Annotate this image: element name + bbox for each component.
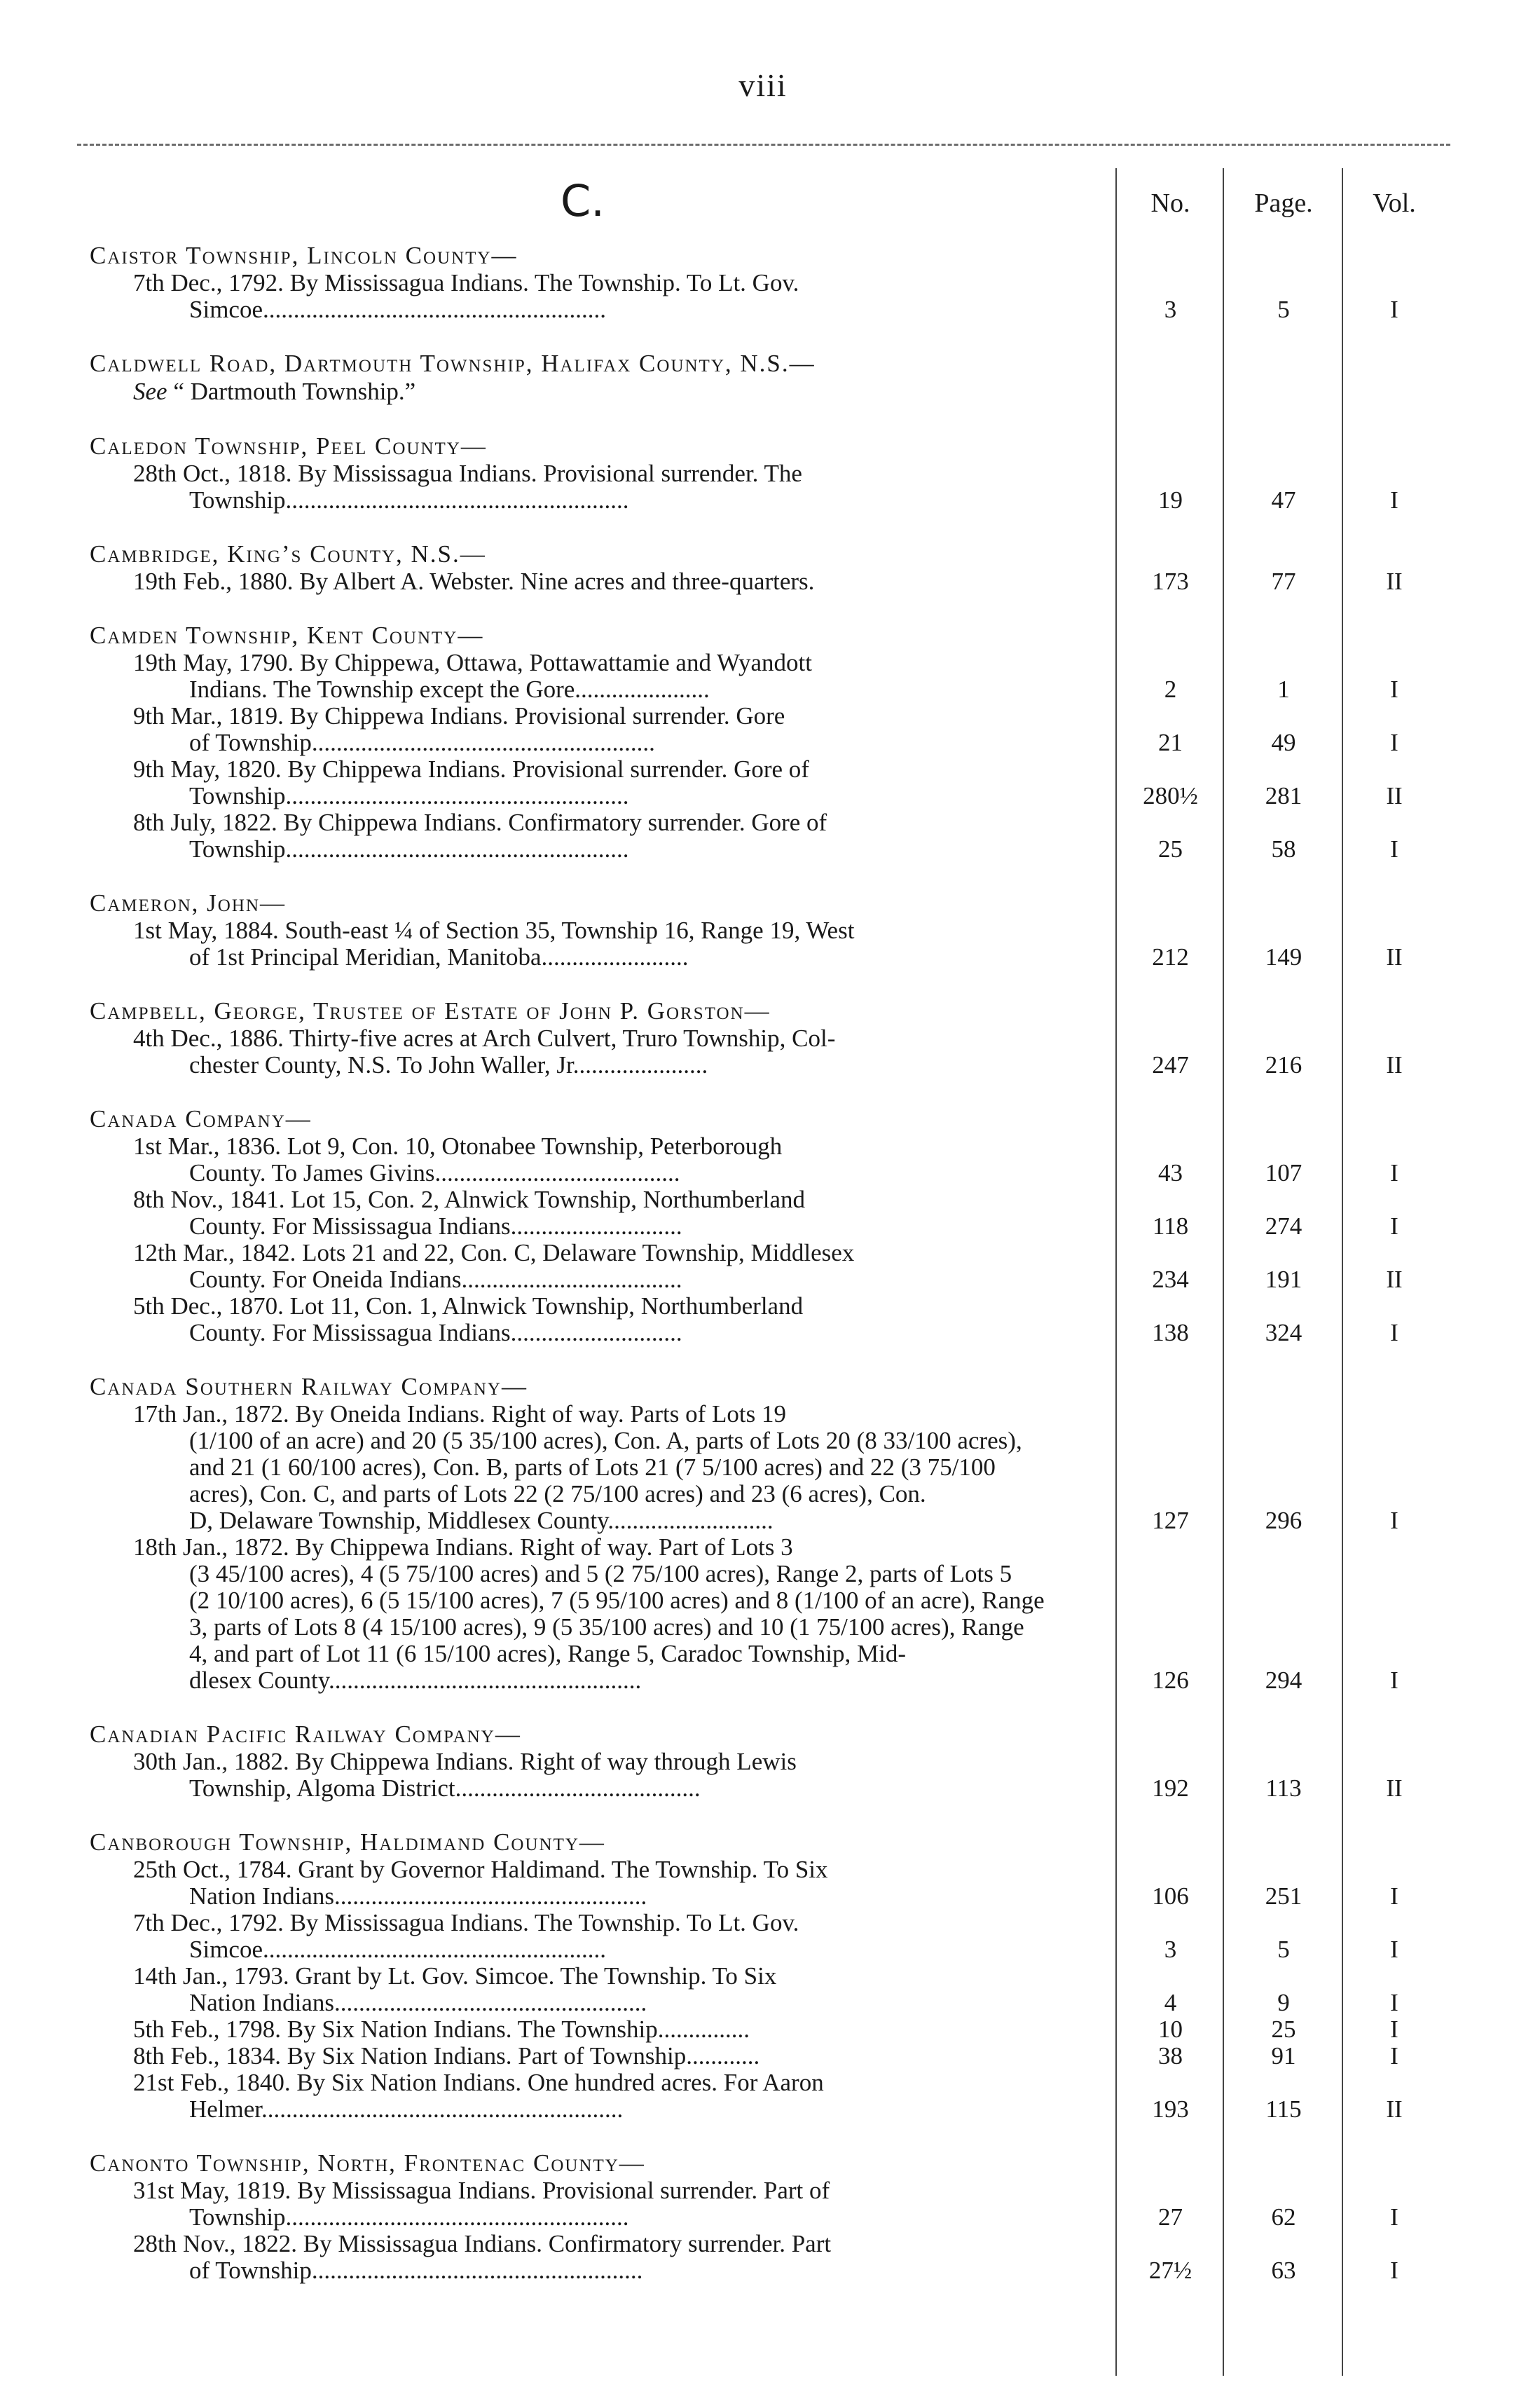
- item-line-first: 4th Dec., 1886. Thirty-five acres at Arch Culvert, Truro Township, Col-: [133, 1025, 836, 1052]
- item-line-continued: and 21 (1 60/100 acres), Con. B, parts of Lots 21 (7 5/100 acres) and 22 (3 75/100: [189, 1453, 996, 1481]
- item-line-first: 25th Oct., 1784. Grant by Governor Haldimand. The Township. To Six: [133, 1856, 828, 1883]
- item-references: [0, 730, 1526, 756]
- ref-volume: II: [1386, 1051, 1403, 1079]
- item-references: [0, 2043, 1526, 2070]
- ref-number: 2: [1164, 676, 1177, 703]
- entry-item: [0, 568, 1526, 595]
- index-entry: [0, 2149, 1526, 2284]
- ref-number: 19: [1158, 486, 1183, 514]
- item-line-first: 5th Dec., 1870. Lot 11, Con. 1, Alnwick Township, Northumberland: [133, 1292, 804, 1320]
- entry-heading: Canada Southern Railway Company—: [90, 1373, 528, 1400]
- entry-item: [0, 2016, 1526, 2043]
- ref-page: 274: [1265, 1212, 1302, 1240]
- ref-page: 25: [1271, 2016, 1296, 2043]
- ref-number: 212: [1152, 943, 1189, 971]
- entry-item: [0, 809, 1526, 863]
- ref-number: 234: [1152, 1266, 1189, 1293]
- entry-heading: Caledon Township, Peel County—: [90, 432, 487, 460]
- ref-volume: I: [1390, 486, 1398, 514]
- item-line-continued: chester County, N.S. To John Waller, Jr......................: [189, 1051, 708, 1079]
- item-line-first: 30th Jan., 1882. By Chippewa Indians. Right of way through Lewis: [133, 1748, 797, 1775]
- ref-volume: I: [1390, 729, 1398, 756]
- ref-page: 281: [1265, 782, 1302, 809]
- ref-number: 3: [1164, 1936, 1177, 1963]
- item-references: [0, 1667, 1526, 1694]
- item-line-continued: County. For Mississagua Indians............................: [189, 1212, 682, 1240]
- entry-heading: Camden Township, Kent County—: [90, 622, 484, 649]
- index-entry: [0, 1373, 1526, 1694]
- entry-heading: Caldwell Road, Dartmouth Township, Halifax County, N.S.—: [90, 350, 816, 377]
- ref-volume: I: [1390, 1667, 1398, 1694]
- item-line-first: 28th Nov., 1822. By Mississagua Indians. Confirmatory surrender. Part: [133, 2230, 832, 2257]
- item-line-continued: of Township........................................................: [189, 729, 655, 756]
- entry-item: [0, 917, 1526, 971]
- entry-heading: Canonto Township, North, Frontenac County—: [90, 2149, 645, 2177]
- entry-list: [0, 242, 1526, 2311]
- ref-volume: I: [1390, 1319, 1398, 1346]
- ref-volume: II: [1386, 943, 1403, 971]
- item-references: [0, 568, 1526, 595]
- index-entry: [0, 350, 1526, 406]
- item-line-continued: dlesex County...................................................: [189, 1667, 642, 1694]
- item-references: [0, 1213, 1526, 1240]
- entry-item: [0, 2043, 1526, 2070]
- item-references: [0, 2204, 1526, 2231]
- index-entry: [0, 997, 1526, 1079]
- entry-item: [0, 1401, 1526, 1534]
- ref-volume: I: [1390, 1507, 1398, 1534]
- item-line-first: 9th Mar., 1819. By Chippewa Indians. Provisional surrender. Gore: [133, 702, 785, 730]
- ref-volume: II: [1386, 568, 1403, 595]
- ref-volume: II: [1386, 1266, 1403, 1293]
- ref-volume: I: [1390, 2257, 1398, 2284]
- ref-volume: I: [1390, 1989, 1398, 2016]
- item-references: [0, 836, 1526, 863]
- item-line-continued: County. For Oneida Indians....................................: [189, 1266, 682, 1293]
- entry-item: [0, 1293, 1526, 1346]
- item-line-continued: Nation Indians...................................................: [189, 1882, 647, 1910]
- ref-number: 192: [1152, 1774, 1189, 1802]
- column-header-page: Page.: [1254, 189, 1313, 218]
- item-line-first: 9th May, 1820. By Chippewa Indians. Provisional surrender. Gore of: [133, 755, 809, 783]
- item-line-continued: Helmer...........................................................: [189, 2095, 624, 2123]
- item-line-first: 31st May, 1819. By Mississagua Indians. Provisional surrender. Part of: [133, 2177, 830, 2204]
- index-entry: [0, 540, 1526, 595]
- entry-heading: Campbell, George, Trustee of Estate of John P. Gorston—: [90, 997, 771, 1025]
- ref-volume: II: [1386, 782, 1403, 809]
- index-entry: [0, 1721, 1526, 1802]
- ref-volume: I: [1390, 2042, 1398, 2070]
- item-line-first: 17th Jan., 1872. By Oneida Indians. Right of way. Parts of Lots 19: [133, 1400, 786, 1428]
- entry-item: [0, 2231, 1526, 2284]
- see-reference: [0, 378, 1526, 406]
- ref-volume: I: [1390, 1159, 1398, 1186]
- ref-page: 251: [1265, 1882, 1302, 1910]
- ref-number: 247: [1152, 1051, 1189, 1079]
- ref-page: 296: [1265, 1507, 1302, 1534]
- item-line-continued: (1/100 of an acre) and 20 (5 35/100 acres), Con. A, parts of Lots 20 (8 33/100 acres),: [189, 1427, 1022, 1454]
- entry-heading: Cameron, John—: [90, 889, 286, 917]
- ref-number: 173: [1152, 568, 1189, 595]
- item-line-first: 14th Jan., 1793. Grant by Lt. Gov. Simcoe. The Township. To Six: [133, 1962, 777, 1990]
- entry-item: [0, 756, 1526, 809]
- entry-item: [0, 460, 1526, 514]
- item-line-first: 7th Dec., 1792. By Mississagua Indians. The Township. To Lt. Gov.: [133, 269, 799, 296]
- item-line-first: 8th Nov., 1841. Lot 15, Con. 2, Alnwick Township, Northumberland: [133, 1186, 806, 1213]
- entry-heading: Canborough Township, Haldimand County—: [90, 1828, 605, 1856]
- item-line-continued: Township........................................................: [189, 2203, 629, 2231]
- index-entry: [0, 242, 1526, 323]
- ref-number: 280½: [1143, 782, 1198, 809]
- item-line-continued: acres), Con. C, and parts of Lots 22 (2 75/100 acres) and 23 (6 acres), Con.: [189, 1480, 926, 1507]
- entry-item: [0, 2177, 1526, 2231]
- entry-item: [0, 703, 1526, 756]
- ref-volume: I: [1390, 1936, 1398, 1963]
- entry-item: [0, 1856, 1526, 1910]
- entry-item: [0, 1025, 1526, 1079]
- entry-heading: Caistor Township, Lincoln County—: [90, 242, 518, 269]
- item-line-continued: 3, parts of Lots 8 (4 15/100 acres), 9 (5 35/100 acres) and 10 (1 75/100 acres), Range: [189, 1613, 1024, 1641]
- entry-item: [0, 2070, 1526, 2123]
- ref-page: 191: [1265, 1266, 1302, 1293]
- item-line-first: 21st Feb., 1840. By Six Nation Indians. One hundred acres. For Aaron: [133, 2069, 824, 2096]
- entry-heading: Canada Company—: [90, 1105, 312, 1133]
- see-prefix: See: [133, 378, 167, 405]
- item-references: [0, 1883, 1526, 1910]
- entry-item: [0, 1186, 1526, 1240]
- item-references: [0, 2016, 1526, 2043]
- ref-number: 138: [1152, 1319, 1189, 1346]
- ref-page: 62: [1271, 2203, 1296, 2231]
- item-line-first: 5th Feb., 1798. By Six Nation Indians. The Township...............: [133, 2016, 750, 2043]
- item-references: [0, 676, 1526, 703]
- item-line-continued: Nation Indians...................................................: [189, 1989, 647, 2016]
- top-rule: [77, 144, 1450, 146]
- ref-page: 113: [1265, 1774, 1302, 1802]
- item-line-continued: Simcoe........................................................: [189, 296, 606, 323]
- entry-item: [0, 1963, 1526, 2016]
- item-line-first: 7th Dec., 1792. By Mississagua Indians. The Township. To Lt. Gov.: [133, 1909, 799, 1936]
- ref-page: 149: [1265, 943, 1302, 971]
- item-line-continued: Township........................................................: [189, 835, 629, 863]
- item-references: [0, 944, 1526, 971]
- item-line-continued: Township........................................................: [189, 486, 629, 514]
- item-references: [0, 783, 1526, 809]
- item-references: [0, 1052, 1526, 1079]
- ref-number: 43: [1158, 1159, 1183, 1186]
- index-entry: [0, 432, 1526, 514]
- ref-page: 107: [1265, 1159, 1302, 1186]
- ref-page: 5: [1277, 296, 1290, 323]
- item-references: [0, 1990, 1526, 2016]
- item-line-first: 8th Feb., 1834. By Six Nation Indians. Part of Township............: [133, 2042, 760, 2070]
- index-entry: [0, 622, 1526, 863]
- entry-item: [0, 1133, 1526, 1186]
- item-line-continued: Simcoe........................................................: [189, 1936, 606, 1963]
- ref-volume: I: [1390, 2016, 1398, 2043]
- item-line-continued: D, Delaware Township, Middlesex County...........................: [189, 1507, 774, 1534]
- item-line-continued: (3 45/100 acres), 4 (5 75/100 acres) and 5 (2 75/100 acres), Range 2, parts of Lots 5: [189, 1560, 1012, 1587]
- item-line-continued: County. For Mississagua Indians............................: [189, 1319, 682, 1346]
- ref-number: 3: [1164, 296, 1177, 323]
- item-line-continued: of Township......................................................: [189, 2257, 643, 2284]
- ref-volume: II: [1386, 2095, 1403, 2123]
- ref-number: 25: [1158, 835, 1183, 863]
- item-line-first: 18th Jan., 1872. By Chippewa Indians. Right of way. Part of Lots 3: [133, 1533, 793, 1561]
- item-references: [0, 1266, 1526, 1293]
- ref-page: 216: [1265, 1051, 1302, 1079]
- item-references: [0, 487, 1526, 514]
- ref-number: 106: [1152, 1882, 1189, 1910]
- item-references: [0, 1320, 1526, 1346]
- ref-page: 49: [1271, 729, 1296, 756]
- entry-item: [0, 650, 1526, 703]
- column-header-no: No.: [1150, 189, 1190, 218]
- item-line-continued: Indians. The Township except the Gore......................: [189, 676, 710, 703]
- item-line-continued: of 1st Principal Meridian, Manitoba........................: [189, 943, 689, 971]
- item-references: [0, 1936, 1526, 1963]
- ref-number: 118: [1152, 1212, 1189, 1240]
- ref-volume: I: [1390, 1882, 1398, 1910]
- item-references: [0, 2096, 1526, 2123]
- entry-item: [0, 1240, 1526, 1293]
- ref-number: 38: [1158, 2042, 1183, 2070]
- item-line-continued: (2 10/100 acres), 6 (5 15/100 acres), 7 (5 95/100 acres) and 8 (1/100 of an acre), Range: [189, 1587, 1045, 1614]
- item-line-first: 19th May, 1790. By Chippewa, Ottawa, Pottawattamie and Wyandott: [133, 649, 812, 676]
- ref-page: 63: [1271, 2257, 1296, 2284]
- ref-page: 91: [1271, 2042, 1296, 2070]
- item-line-first: 1st May, 1884. South-east ¼ of Section 35, Township 16, Range 19, West: [133, 917, 855, 944]
- item-line-first: 12th Mar., 1842. Lots 21 and 22, Con. C, Delaware Township, Middlesex: [133, 1239, 855, 1266]
- section-letter: C.: [561, 175, 605, 226]
- item-line-continued: County. To James Givins........................................: [189, 1159, 680, 1186]
- ref-page: 294: [1265, 1667, 1302, 1694]
- item-references: [0, 296, 1526, 323]
- item-line-continued: Township........................................................: [189, 782, 629, 809]
- ref-page: 5: [1277, 1936, 1290, 1963]
- ref-page: 77: [1271, 568, 1296, 595]
- ref-number: 27: [1158, 2203, 1183, 2231]
- item-line-first: 19th Feb., 1880. By Albert A. Webster. Nine acres and three-quarters.: [133, 568, 815, 595]
- entry-heading: Canadian Pacific Railway Company—: [90, 1721, 521, 1748]
- item-references: [0, 1775, 1526, 1802]
- ref-page: 58: [1271, 835, 1296, 863]
- ref-page: 115: [1265, 2095, 1302, 2123]
- ref-volume: I: [1390, 1212, 1398, 1240]
- ref-page: 324: [1265, 1319, 1302, 1346]
- item-line-continued: 4, and part of Lot 11 (6 15/100 acres), Range 5, Caradoc Township, Mid-: [189, 1640, 907, 1667]
- index-entry: [0, 1828, 1526, 2123]
- ref-number: 193: [1152, 2095, 1189, 2123]
- ref-number: 10: [1158, 2016, 1183, 2043]
- ref-page: 47: [1271, 486, 1296, 514]
- ref-number: 27½: [1148, 2257, 1192, 2284]
- ref-number: 4: [1164, 1989, 1177, 2016]
- item-line-continued: Township, Algoma District........................................: [189, 1774, 701, 1802]
- entry-item: [0, 270, 1526, 323]
- ref-number: 127: [1152, 1507, 1189, 1534]
- ref-volume: I: [1390, 835, 1398, 863]
- ref-volume: I: [1390, 676, 1398, 703]
- ref-volume: II: [1386, 1774, 1403, 1802]
- item-line-first: 8th July, 1822. By Chippewa Indians. Confirmatory surrender. Gore of: [133, 809, 827, 836]
- item-line-first: 28th Oct., 1818. By Mississagua Indians. Provisional surrender. The: [133, 460, 802, 487]
- item-references: [0, 1507, 1526, 1534]
- page-number: viii: [738, 67, 788, 103]
- item-references: [0, 2257, 1526, 2284]
- see-target: “ Dartmouth Township.”: [167, 378, 416, 405]
- entry-item: [0, 1910, 1526, 1963]
- item-references: [0, 1160, 1526, 1186]
- ref-volume: I: [1390, 296, 1398, 323]
- ref-volume: I: [1390, 2203, 1398, 2231]
- index-entry: [0, 889, 1526, 971]
- entry-item: [0, 1534, 1526, 1694]
- column-header-vol: Vol.: [1373, 189, 1416, 218]
- entry-item: [0, 1749, 1526, 1802]
- ref-number: 21: [1158, 729, 1183, 756]
- entry-heading: Cambridge, King’s County, N.S.—: [90, 540, 486, 568]
- ref-number: 126: [1152, 1667, 1189, 1694]
- index-entry: [0, 1105, 1526, 1346]
- item-line-first: 1st Mar., 1836. Lot 9, Con. 10, Otonabee Township, Peterborough: [133, 1133, 783, 1160]
- ref-page: 9: [1277, 1989, 1290, 2016]
- ref-page: 1: [1277, 676, 1290, 703]
